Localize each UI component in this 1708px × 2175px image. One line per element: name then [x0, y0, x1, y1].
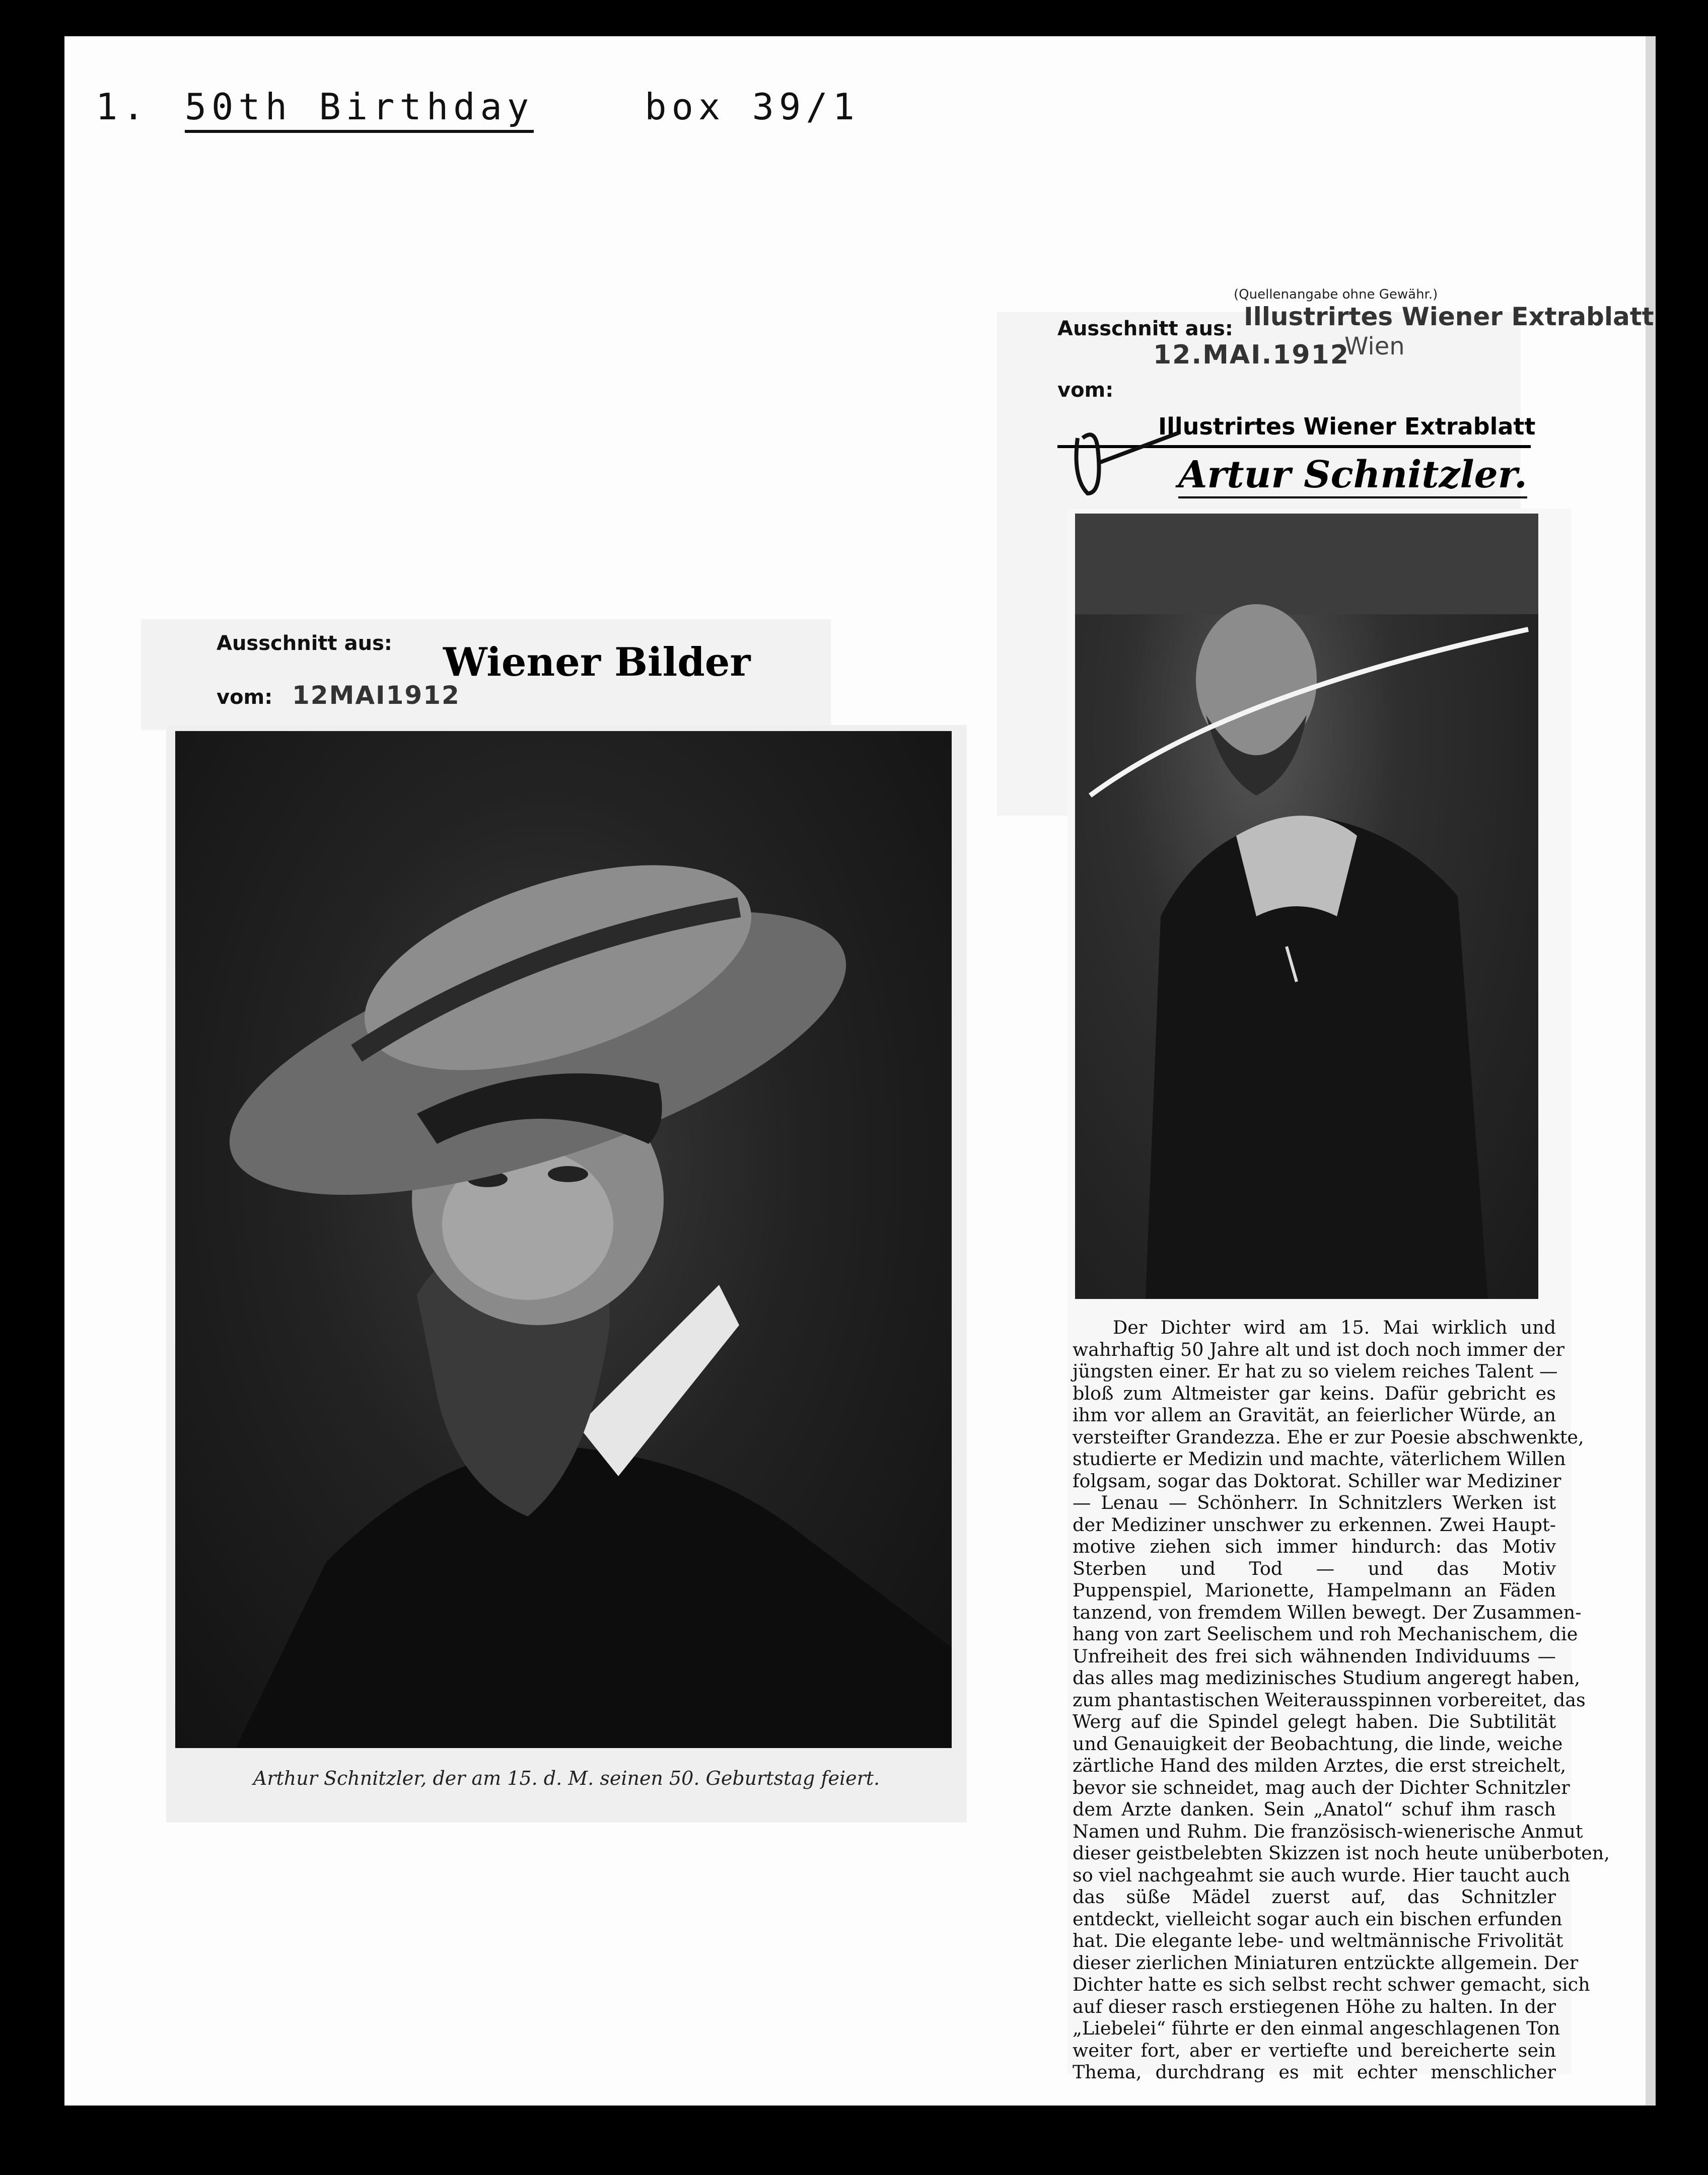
label-from-right: Ausschnitt aus: [1057, 317, 1233, 340]
article-line: bloß zum Altmeister gar keins. Dafür gebricht es [1073, 1382, 1556, 1404]
article-title: Artur Schnitzler. [1178, 453, 1527, 498]
article-line: folgsam, sogar das Doktorat. Schiller war Mediziner [1073, 1470, 1561, 1492]
stamp-publication: Illustrirtes Wiener Extrablatt [1244, 302, 1654, 331]
article-line: das alles mag medizinisches Studium angeregt haben, [1073, 1667, 1580, 1689]
article-line: Sterben und Tod — und das Motiv [1073, 1557, 1556, 1579]
article-line: dem Arzte danken. Sein „Anatol“ schuf ihm rasch [1073, 1798, 1556, 1820]
article-line: das süße Mädel zuerst auf, das Schnitzler [1073, 1886, 1556, 1908]
article-line: Puppenspiel, Marionette, Hampelmann an Fäden [1073, 1579, 1556, 1601]
caption-left: Arthur Schnitzler, der am 15. d. M. seinen 50. Geburtstag feiert. [253, 1767, 880, 1789]
portrait-illustration-right [1075, 514, 1538, 1299]
masthead-right: Illustrirtes Wiener Extrablatt [1158, 413, 1536, 440]
portrait-illustration-left [175, 731, 952, 1748]
article-line: Der Dichter wird am 15. Mai wirklich und [1113, 1317, 1556, 1338]
label-date-right: vom: [1057, 379, 1114, 402]
article-line: — Lenau — Schönherr. In Schnitzlers Werken ist [1073, 1492, 1556, 1513]
article-line: hang von zart Seelischem und roh Mechanischem, die [1073, 1623, 1578, 1645]
article-line: bevor sie schneidet, mag auch der Dichter Schnitzler [1073, 1776, 1570, 1798]
handwritten-mark [1068, 418, 1188, 503]
article-line: Unfreiheit des frei sich wähnenden Individuums — [1073, 1645, 1556, 1667]
article-line: wahrhaftig 50 Jahre alt und ist doch noch immer der [1073, 1338, 1564, 1360]
header-title: 50th Birthday [185, 86, 534, 133]
article-line: „Liebelei“ führte er den einmal angeschlagenen Ton [1073, 2017, 1560, 2039]
article-line: ihm vor allem an Gravität, an feierlicher Würde, an [1073, 1404, 1556, 1426]
portrait-photo-left [175, 731, 952, 1748]
article-line: dieser geistbelebten Skizzen ist noch heute unüberboten, [1073, 1842, 1610, 1864]
article-line: versteifter Grandezza. Ehe er zur Poesie abschwenkte, [1073, 1426, 1584, 1448]
article-body [1073, 1317, 1610, 2083]
article-line: der Mediziner unschwer zu erkennen. Zwei Haupt- [1073, 1513, 1556, 1536]
article-line: weiter fort, aber er vertiefte und bereicherte sein [1073, 2039, 1556, 2061]
article-line: Werg auf die Spindel gelegt haben. Die Subtilität [1073, 1711, 1556, 1732]
sheet-edge [1646, 36, 1656, 2106]
article-line: auf dieser rasch erstiegenen Höhe zu halten. In der [1073, 1995, 1556, 2017]
article-line: studierte er Medizin und machte, väterlichem Willen [1073, 1448, 1566, 1470]
date-stamp-left: 12MAI1912 [292, 681, 460, 710]
article-line: und Genauigkeit der Beobachtung, die linde, weiche [1073, 1732, 1563, 1755]
article-line: tanzend, von fremdem Willen bewegt. Der Zusammen- [1073, 1601, 1582, 1623]
article-line: so viel nachgeahmt sie auch wurde. Hier taucht auch [1073, 1864, 1571, 1886]
article-line: motive ziehen sich immer hindurch: das Motiv [1073, 1536, 1556, 1557]
article-line: entdeckt, vielleicht sogar auch ein bischen erfunden [1073, 1908, 1562, 1930]
portrait-photo-right [1075, 514, 1538, 1299]
folder-header [96, 86, 860, 133]
date-stamp-right: 12.MAI.1912 [1153, 340, 1349, 370]
article-line: dieser zierlichen Miniaturen entzückte allgemein. Der [1073, 1951, 1579, 1974]
stamp-source-note: (Quellenangabe ohne Gewähr.) [1234, 287, 1438, 302]
header-number: 1. [96, 86, 150, 128]
header-box: box 39/1 [645, 86, 860, 128]
article-line: Thema, durchdrang es mit echter menschlicher [1073, 2061, 1556, 2083]
publication-left: Wiener Bilder [443, 639, 751, 685]
article-line: zärtliche Hand des milden Arztes, die erst streichelt, [1073, 1755, 1567, 1776]
label-from-left: Ausschnitt aus: [217, 632, 392, 655]
article-line: zum phantastischen Weiterausspinnen vorbereitet, das [1073, 1689, 1586, 1711]
stamp-city: Wien [1344, 332, 1405, 360]
article-line: jüngsten einer. Er hat zu so vielem reiches Talent — [1073, 1360, 1558, 1382]
article-line: Namen und Ruhm. Die französisch-wienerische Anmut [1073, 1820, 1583, 1842]
article-line: hat. Die elegante lebe- und weltmännische Frivolität [1073, 1930, 1563, 1951]
article-line: Dichter hatte es sich selbst recht schwer gemacht, sich [1073, 1974, 1590, 1995]
label-date-left: vom: [217, 686, 273, 709]
